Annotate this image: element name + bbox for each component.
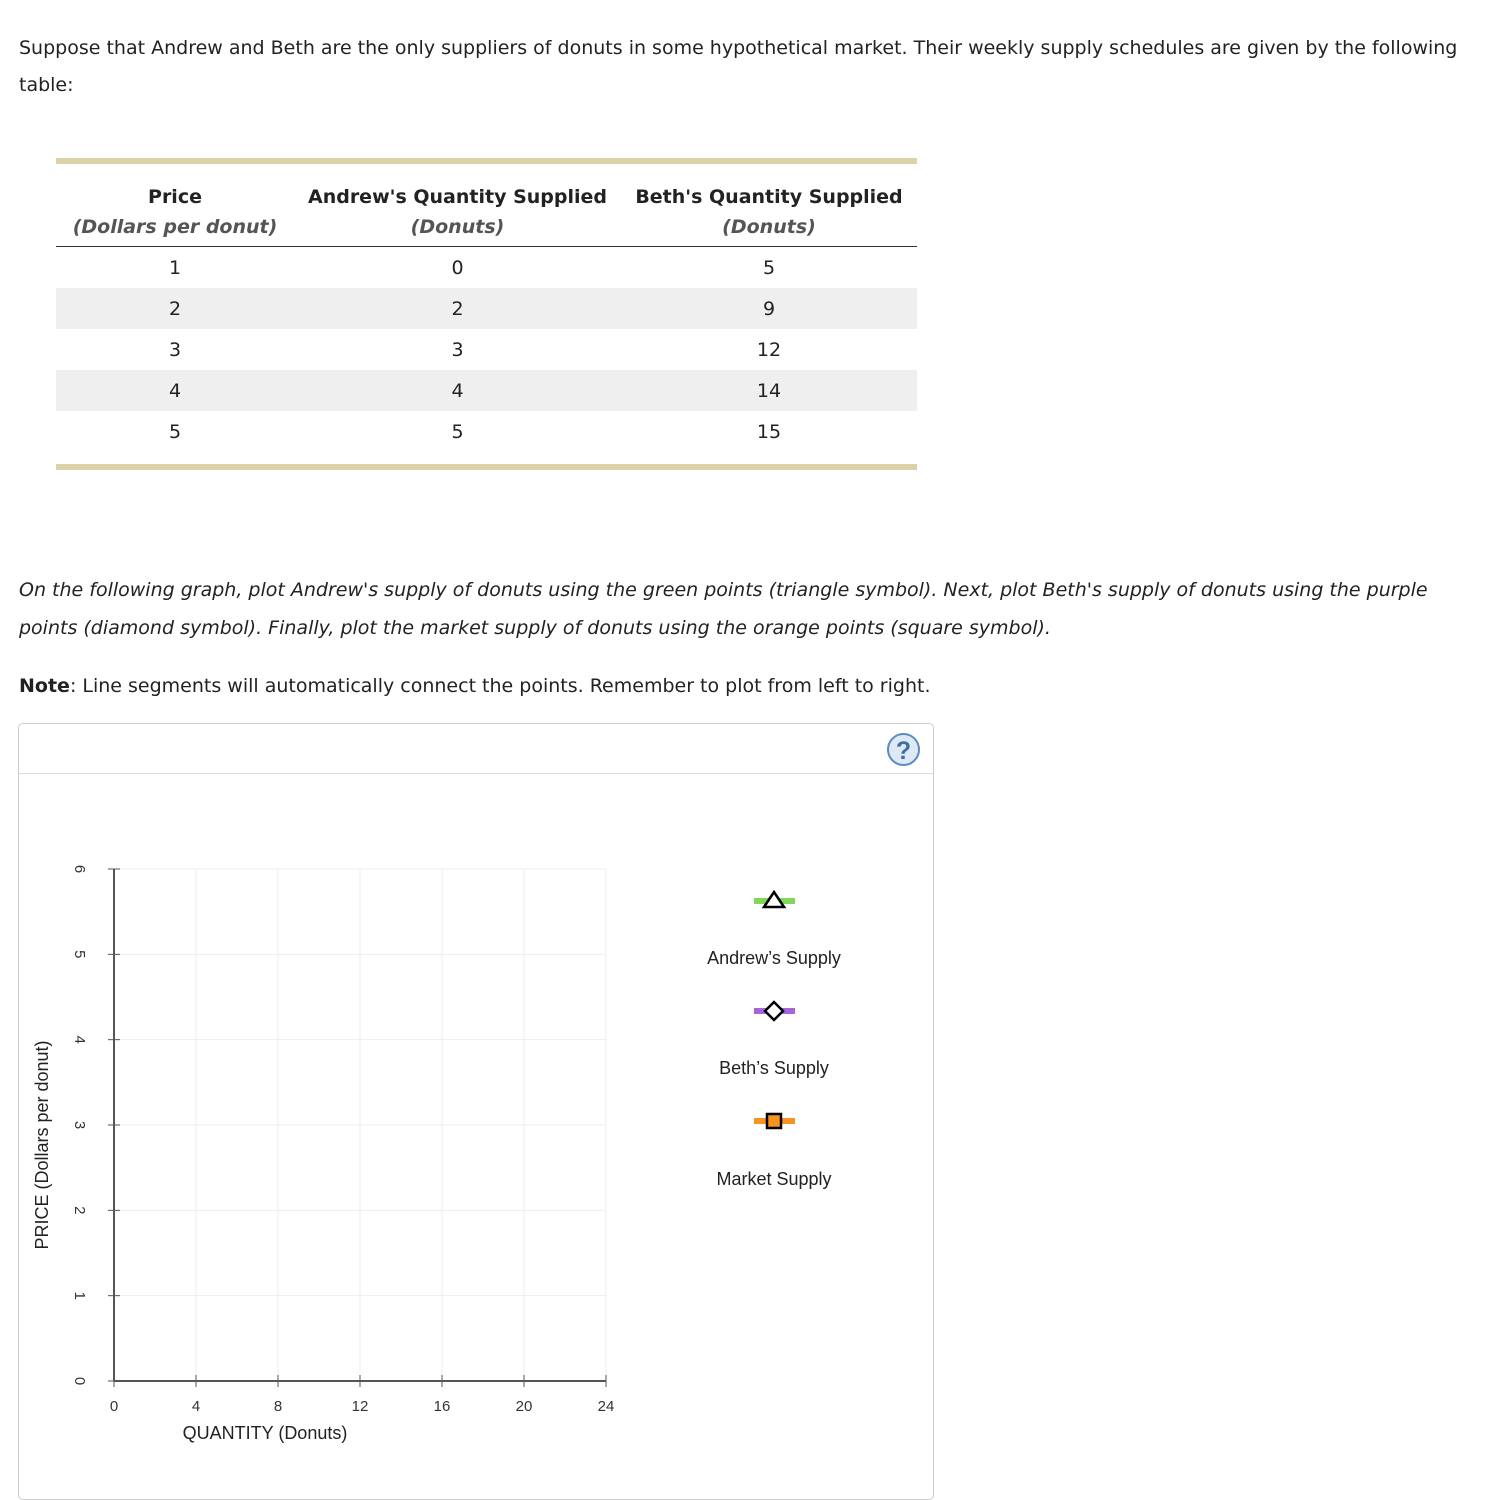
note-text bbox=[19, 667, 931, 705]
y-tick-label: 1 bbox=[71, 1291, 89, 1300]
x-tick-label: 24 bbox=[597, 1398, 615, 1415]
tick-labels bbox=[71, 865, 614, 1415]
axes bbox=[108, 869, 606, 1387]
andrew-supply-label: Andrew’s Supply bbox=[707, 948, 841, 968]
y-tick-label: 5 bbox=[71, 950, 89, 959]
table-row bbox=[56, 247, 917, 289]
beth-quantity-cell: 15 bbox=[756, 420, 782, 443]
header-andrew-unit: (Donuts) bbox=[294, 208, 621, 247]
table-row bbox=[56, 288, 917, 329]
header-andrew-quantity: Andrew's Quantity Supplied bbox=[307, 186, 607, 208]
beth-quantity-cell: 14 bbox=[621, 370, 917, 411]
andrew-quantity-cell: 5 bbox=[451, 420, 464, 443]
price-cell: 1 bbox=[168, 256, 182, 279]
andrew-quantity-cell: 2 bbox=[294, 288, 621, 329]
y-tick-label: 4 bbox=[71, 1035, 89, 1044]
x-tick-label: 8 bbox=[273, 1398, 283, 1415]
grid bbox=[114, 869, 606, 1381]
header-beth-quantity: Beth's Quantity Supplied bbox=[635, 186, 903, 208]
square-icon bbox=[767, 1114, 781, 1128]
andrew-quantity-cell: 3 bbox=[451, 338, 464, 361]
note-body: : Line segments will automatically connect the points. Remember to plot from left to right. bbox=[69, 675, 931, 697]
beth-quantity-cell: 9 bbox=[621, 288, 917, 329]
header-price: Price bbox=[148, 186, 202, 208]
supply-schedule-table bbox=[56, 158, 917, 470]
price-cell: 3 bbox=[168, 338, 182, 361]
table-row bbox=[56, 370, 917, 411]
y-tick-label: 2 bbox=[71, 1206, 89, 1215]
legend bbox=[707, 892, 841, 1189]
header-price-unit: (Dollars per donut) bbox=[56, 208, 294, 247]
price-cell: 5 bbox=[168, 420, 182, 443]
price-cell: 4 bbox=[56, 370, 294, 411]
beth-quantity-cell: 5 bbox=[762, 256, 776, 279]
table-bottom-rule bbox=[56, 464, 917, 470]
market-supply-tool[interactable] bbox=[716, 1114, 831, 1189]
andrew-quantity-cell: 0 bbox=[451, 256, 464, 279]
beth-supply-tool[interactable] bbox=[719, 1002, 829, 1078]
table-row bbox=[56, 329, 917, 370]
graph-toolbar bbox=[19, 724, 933, 774]
andrew-quantity-cell: 4 bbox=[294, 370, 621, 411]
x-tick-label: 20 bbox=[515, 1398, 533, 1415]
note-label: Note bbox=[19, 675, 70, 697]
help-icon[interactable]: ? bbox=[887, 733, 920, 766]
x-tick-label: 0 bbox=[109, 1398, 119, 1415]
diamond-icon bbox=[765, 1002, 783, 1020]
table-row bbox=[56, 411, 917, 452]
intro-text: Suppose that Andrew and Beth are the only suppliers of donuts in some hypothetical market. Their weekly supply schedules are given by the following table: bbox=[19, 37, 1458, 96]
market-supply-label: Market Supply bbox=[716, 1169, 832, 1189]
instructions-text: On the following graph, plot Andrew's supply of donuts using the green points (triangle symbol). Next, plot Beth's supply of donuts using the purple points (diamond symbol). Finally, plot the market supply of donuts using the orange points (square symbol). bbox=[19, 579, 1428, 639]
y-axis-label: PRICE (Dollars per donut) bbox=[32, 1040, 52, 1250]
andrew-supply-tool[interactable] bbox=[707, 892, 841, 968]
graph-area[interactable] bbox=[19, 773, 933, 1498]
y-tick-label: 6 bbox=[71, 864, 89, 874]
x-axis-label: QUANTITY (Donuts) bbox=[182, 1423, 348, 1443]
price-cell: 2 bbox=[56, 288, 294, 329]
x-tick-label: 12 bbox=[351, 1398, 369, 1415]
x-tick-label: 4 bbox=[191, 1398, 201, 1415]
x-tick-label: 16 bbox=[433, 1398, 451, 1415]
beth-supply-label: Beth’s Supply bbox=[719, 1058, 829, 1078]
beth-quantity-cell: 12 bbox=[756, 338, 782, 361]
graph-panel bbox=[18, 723, 934, 1500]
y-tick-label: 0 bbox=[71, 1376, 89, 1386]
y-tick-label: 3 bbox=[71, 1120, 89, 1130]
header-beth-unit: (Donuts) bbox=[621, 208, 917, 247]
